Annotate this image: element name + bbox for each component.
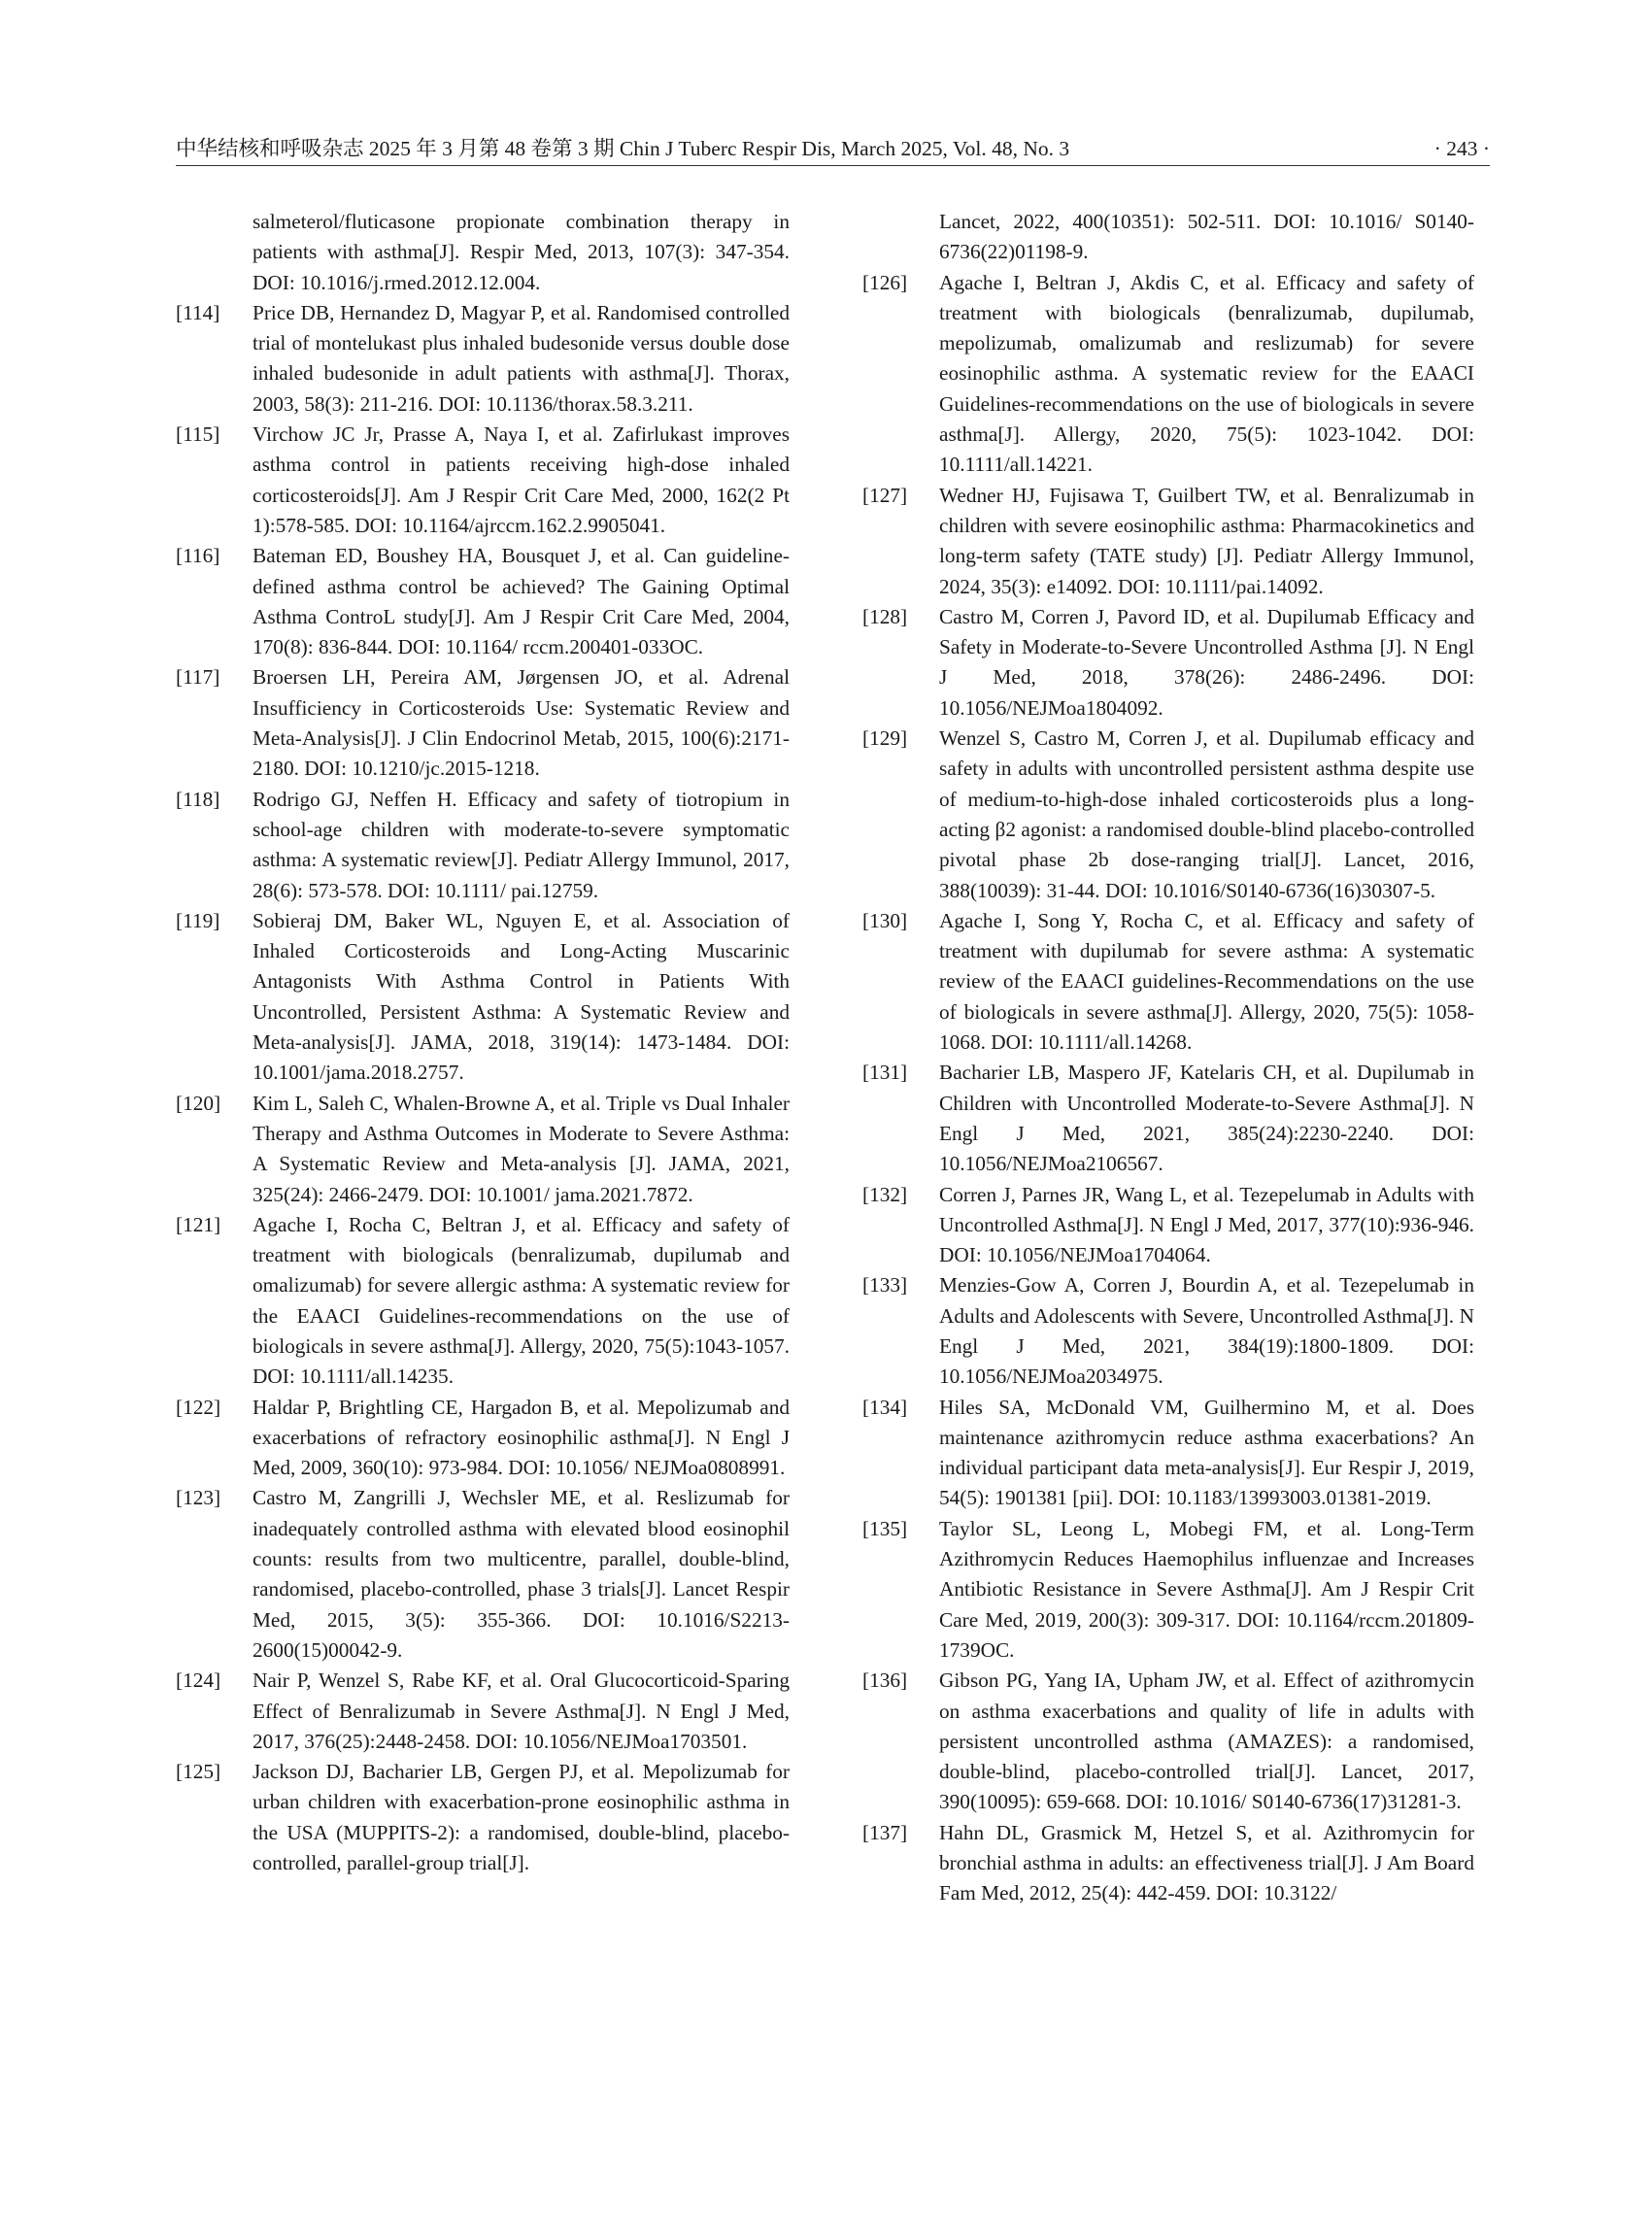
page-number: · 243 · xyxy=(1433,137,1490,160)
reference-item xyxy=(862,268,1474,481)
reference-text: Hahn DL, Grasmick M, Hetzel S, et al. Azithromycin for bronchial asthma in adults: an effectiveness trial[J]. J Am Board Fam Med, 2012, 25(4): 442-459. DOI: 10.3122/ xyxy=(939,1820,1474,1905)
reference-text: Corren J, Parnes JR, Wang L, et al. Tezepelumab in Adults with Uncontrolled Asthma[J]. N Engl J Med, 2017, 377(10):936-946. DOI: 10.1056/NEJMoa1704064. xyxy=(939,1182,1474,1267)
reference-item xyxy=(176,1666,790,1757)
reference-item xyxy=(176,420,790,541)
reference-text: Broersen LH, Pereira AM, Jørgensen JO, et al. Adrenal Insufficiency in Corticosteroids Use: Systematic Review and Meta-Analysis[J]. J Clin Endocrinol Metab, 2015, 100(6):2171-2180. DOI: 10.1210/jc.2015-1218. xyxy=(253,665,790,781)
reference-number: [135] xyxy=(862,1516,908,1540)
reference-number: [137] xyxy=(862,1820,908,1844)
reference-number: [125] xyxy=(176,1760,221,1784)
reference-text: Agache I, Beltran J, Akdis C, et al. Efficacy and safety of treatment with biologicals (benralizumab, dupilumab, mepolizumab, omalizumab and reslizumab) for severe eosinophilic asthma. A systematic review for the EAACI Guidelines-recommendations on the use of biologicals in severe asthma[J]. Allergy, 2020, 75(5): 1023-1042. DOI: 10.1111/all.14221. xyxy=(939,270,1474,477)
reference-number: [132] xyxy=(862,1182,908,1206)
reference-text: Kim L, Saleh C, Whalen-Browne A, et al. Triple vs Dual Inhaler Therapy and Asthma Outcomes in Moderate to Severe Asthma: A Systematic Review and Meta-analysis [J]. JAMA, 2021, 325(24): 2466-2479. DOI: 10.1001/ jama.2021.7872. xyxy=(253,1091,790,1206)
reference-item xyxy=(176,541,790,662)
reference-item xyxy=(176,662,790,784)
reference-text: Haldar P, Brightling CE, Hargadon B, et al. Mepolizumab and exacerbations of refractory eosinophilic asthma[J]. N Engl J Med, 2009, 360(10): 973-984. DOI: 10.1056/ NEJMoa0808991. xyxy=(253,1395,790,1480)
right-reference-list xyxy=(862,268,1474,1909)
reference-text: Menzies-Gow A, Corren J, Bourdin A, et al. Tezepelumab in Adults and Adolescents with Severe, Uncontrolled Asthma[J]. N Engl J Med, 2021, 384(19):1800-1809. DOI: 10.1056/NEJMoa2034975. xyxy=(939,1273,1474,1389)
right-column xyxy=(862,207,1474,1909)
reference-number: [127] xyxy=(862,483,908,507)
reference-text: Taylor SL, Leong L, Mobegi FM, et al. Long-Term Azithromycin Reduces Haemophilus influenzae and Increases Antibiotic Resistance in Severe Asthma[J]. Am J Respir Crit Care Med, 2019, 200(3): 309-317. DOI: 10.1164/rccm.201809-1739OC. xyxy=(939,1516,1474,1662)
reference-item xyxy=(176,1089,790,1210)
reference-number: [121] xyxy=(176,1212,221,1236)
reference-item xyxy=(862,481,1474,602)
reference-item xyxy=(862,1818,1474,1909)
reference-item xyxy=(862,906,1474,1058)
reference-item xyxy=(862,1180,1474,1271)
reference-item xyxy=(176,1483,790,1666)
reference-number: [128] xyxy=(862,604,908,628)
reference-item xyxy=(862,602,1474,724)
reference-number: [124] xyxy=(176,1669,221,1693)
reference-text: Wedner HJ, Fujisawa T, Guilbert TW, et al. Benralizumab in children with severe eosinophilic asthma: Pharmacokinetics and long-term safety (TATE study) [J]. Pediatr Allergy Immunol, 2024, 35(3): e14092. DOI: 10.1111/pai.14092. xyxy=(939,483,1474,598)
reference-number: [116] xyxy=(176,544,220,568)
reference-number: [114] xyxy=(176,300,220,324)
reference-item xyxy=(862,1058,1474,1179)
running-header xyxy=(176,132,1490,166)
reference-text: Castro M, Zangrilli J, Wechsler ME, et al. Reslizumab for inadequately controlled asthma with elevated blood eosinophil counts: results from two multicentre, parallel, double-blind, randomised, placebo-controlled, phase 3 trials[J]. Lancet Respir Med, 2015, 3(5): 355-366. DOI: 10.1016/S2213-2600(15)00042-9. xyxy=(253,1486,790,1662)
reference-number: [134] xyxy=(862,1395,908,1419)
reference-number: [115] xyxy=(176,422,220,447)
reference-item xyxy=(176,1210,790,1393)
reference-text: Virchow JC Jr, Prasse A, Naya I, et al. Zafirlukast improves asthma control in patients receiving high-dose inhaled corticosteroids[J]. Am J Respir Crit Care Med, 2000, 162(2 Pt 1):578-585. DOI: 10.1164/ajrccm.162.2.9905041. xyxy=(253,422,790,537)
reference-number: [126] xyxy=(862,270,908,294)
reference-number: [122] xyxy=(176,1395,221,1419)
reference-number: [130] xyxy=(862,908,908,932)
reference-number: [136] xyxy=(862,1669,908,1693)
journal-citation-line: 中华结核和呼吸杂志 2025 年 3 月第 48 卷第 3 期 Chin J Tuberc Respir Dis, March 2025, Vol. 48, No. 3 xyxy=(176,137,1070,160)
reference-number: [118] xyxy=(176,787,220,811)
reference-item xyxy=(862,724,1474,906)
left-reference-list xyxy=(176,298,790,1878)
reference-continuation: salmeterol/fluticasone propionate combination therapy in patients with asthma[J]. Respir Med, 2013, 107(3): 347-354. DOI: 10.1016/j.rmed.2012.12.004. xyxy=(253,210,790,294)
reference-text: Sobieraj DM, Baker WL, Nguyen E, et al. Association of Inhaled Corticosteroids and Long-Acting Muscarinic Antagonists With Asthma Control in Patients With Uncontrolled, Persistent Asthma: A Systematic Review and Meta-analysis[J]. JAMA, 2018, 319(14): 1473-1484. DOI: 10.1001/jama.2018.2757. xyxy=(253,908,790,1085)
reference-item xyxy=(862,1270,1474,1392)
reference-number: [117] xyxy=(176,665,220,690)
reference-text: Bacharier LB, Maspero JF, Katelaris CH, et al. Dupilumab in Children with Uncontrolled Moderate-to-Severe Asthma[J]. N Engl J Med, 2021, 385(24):2230-2240. DOI: 10.1056/NEJMoa2106567. xyxy=(939,1061,1474,1176)
reference-item xyxy=(176,785,790,906)
reference-text: Castro M, Corren J, Pavord ID, et al. Dupilumab Efficacy and Safety in Moderate-to-Severe Uncontrolled Asthma [J]. N Engl J Med, 2018, 378(26): 2486-2496. DOI: 10.1056/NEJMoa1804092. xyxy=(939,604,1474,720)
reference-text: Price DB, Hernandez D, Magyar P, et al. Randomised controlled trial of montelukast plus inhaled budesonide versus double dose inhaled budesonide in adult patients with asthma[J]. Thorax, 2003, 58(3): 211-216. DOI: 10.1136/thorax.58.3.211. xyxy=(253,300,790,416)
reference-item xyxy=(862,1393,1474,1514)
reference-item xyxy=(176,1393,790,1484)
reference-item xyxy=(176,906,790,1089)
reference-continuation: Lancet, 2022, 400(10351): 502-511. DOI: 10.1016/ S0140-6736(22)01198-9. xyxy=(939,210,1474,264)
reference-text: Wenzel S, Castro M, Corren J, et al. Dupilumab efficacy and safety in adults with uncontrolled persistent asthma despite use of medium-to-high-dose inhaled corticosteroids plus a long-acting β2 agonist: a randomised double-blind placebo-controlled pivotal phase 2b dose-ranging trial[J]. Lancet, 2016, 388(10039): 31-44. DOI: 10.1016/S0140-6736(16)30307-5. xyxy=(939,726,1474,902)
reference-text: Agache I, Rocha C, Beltran J, et al. Efficacy and safety of treatment with biologicals (benralizumab, dupilumab and omalizumab) for severe allergic asthma: A systematic review for the EAACI Guidelines-recommendations on the use of biologicals in severe asthma[J]. Allergy, 2020, 75(5):1043-1057. DOI: 10.1111/all.14235. xyxy=(253,1212,790,1389)
reference-number: [119] xyxy=(176,908,220,932)
left-column xyxy=(176,207,790,1878)
reference-text: Nair P, Wenzel S, Rabe KF, et al. Oral Glucocorticoid-Sparing Effect of Benralizumab in Severe Asthma[J]. N Engl J Med, 2017, 376(25):2448-2458. DOI: 10.1056/NEJMoa1703501. xyxy=(253,1669,790,1753)
reference-number: [129] xyxy=(862,726,908,751)
reference-item xyxy=(176,1757,790,1878)
reference-text: Hiles SA, McDonald VM, Guilhermino M, et al. Does maintenance azithromycin reduce asthma exacerbations? An individual participant data meta-analysis[J]. Eur Respir J, 2019, 54(5): 1901381 [pii]. DOI: 10.1183/13993003.01381-2019. xyxy=(939,1395,1474,1510)
reference-text: Gibson PG, Yang IA, Upham JW, et al. Effect of azithromycin on asthma exacerbations and quality of life in adults with persistent uncontrolled asthma (AMAZES): a randomised, double-blind, placebo-controlled trial[J]. Lancet, 2017, 390(10095): 659-668. DOI: 10.1016/ S0140-6736(17)31281-3. xyxy=(939,1669,1474,1814)
reference-item xyxy=(862,1666,1474,1817)
reference-item xyxy=(862,1514,1474,1666)
reference-text: Jackson DJ, Bacharier LB, Gergen PJ, et al. Mepolizumab for urban children with exacerbation-prone eosinophilic asthma in the USA (MUPPITS-2): a randomised, double-blind, placebo-controlled, parallel-group trial[J]. xyxy=(253,1760,790,1875)
reference-text: Agache I, Song Y, Rocha C, et al. Efficacy and safety of treatment with dupilumab for severe asthma: A systematic review of the EAACI guidelines-Recommendations on the use of biologicals in severe asthma[J]. Allergy, 2020, 75(5): 1058-1068. DOI: 10.1111/all.14268. xyxy=(939,908,1474,1055)
reference-number: [131] xyxy=(862,1061,908,1085)
reference-item xyxy=(176,298,790,420)
reference-number: [120] xyxy=(176,1091,221,1115)
reference-number: [133] xyxy=(862,1273,908,1298)
reference-text: Rodrigo GJ, Neffen H. Efficacy and safety of tiotropium in school-age children with moderate-to-severe symptomatic asthma: A systematic review[J]. Pediatr Allergy Immunol, 2017, 28(6): 573-578. DOI: 10.1111/ pai.12759. xyxy=(253,787,790,902)
reference-text: Bateman ED, Boushey HA, Bousquet J, et al. Can guideline-defined asthma control be achieved? The Gaining Optimal Asthma ControL study[J]. Am J Respir Crit Care Med, 2004, 170(8): 836-844. DOI: 10.1164/ rccm.200401-033OC. xyxy=(253,544,790,659)
reference-number: [123] xyxy=(176,1486,221,1510)
